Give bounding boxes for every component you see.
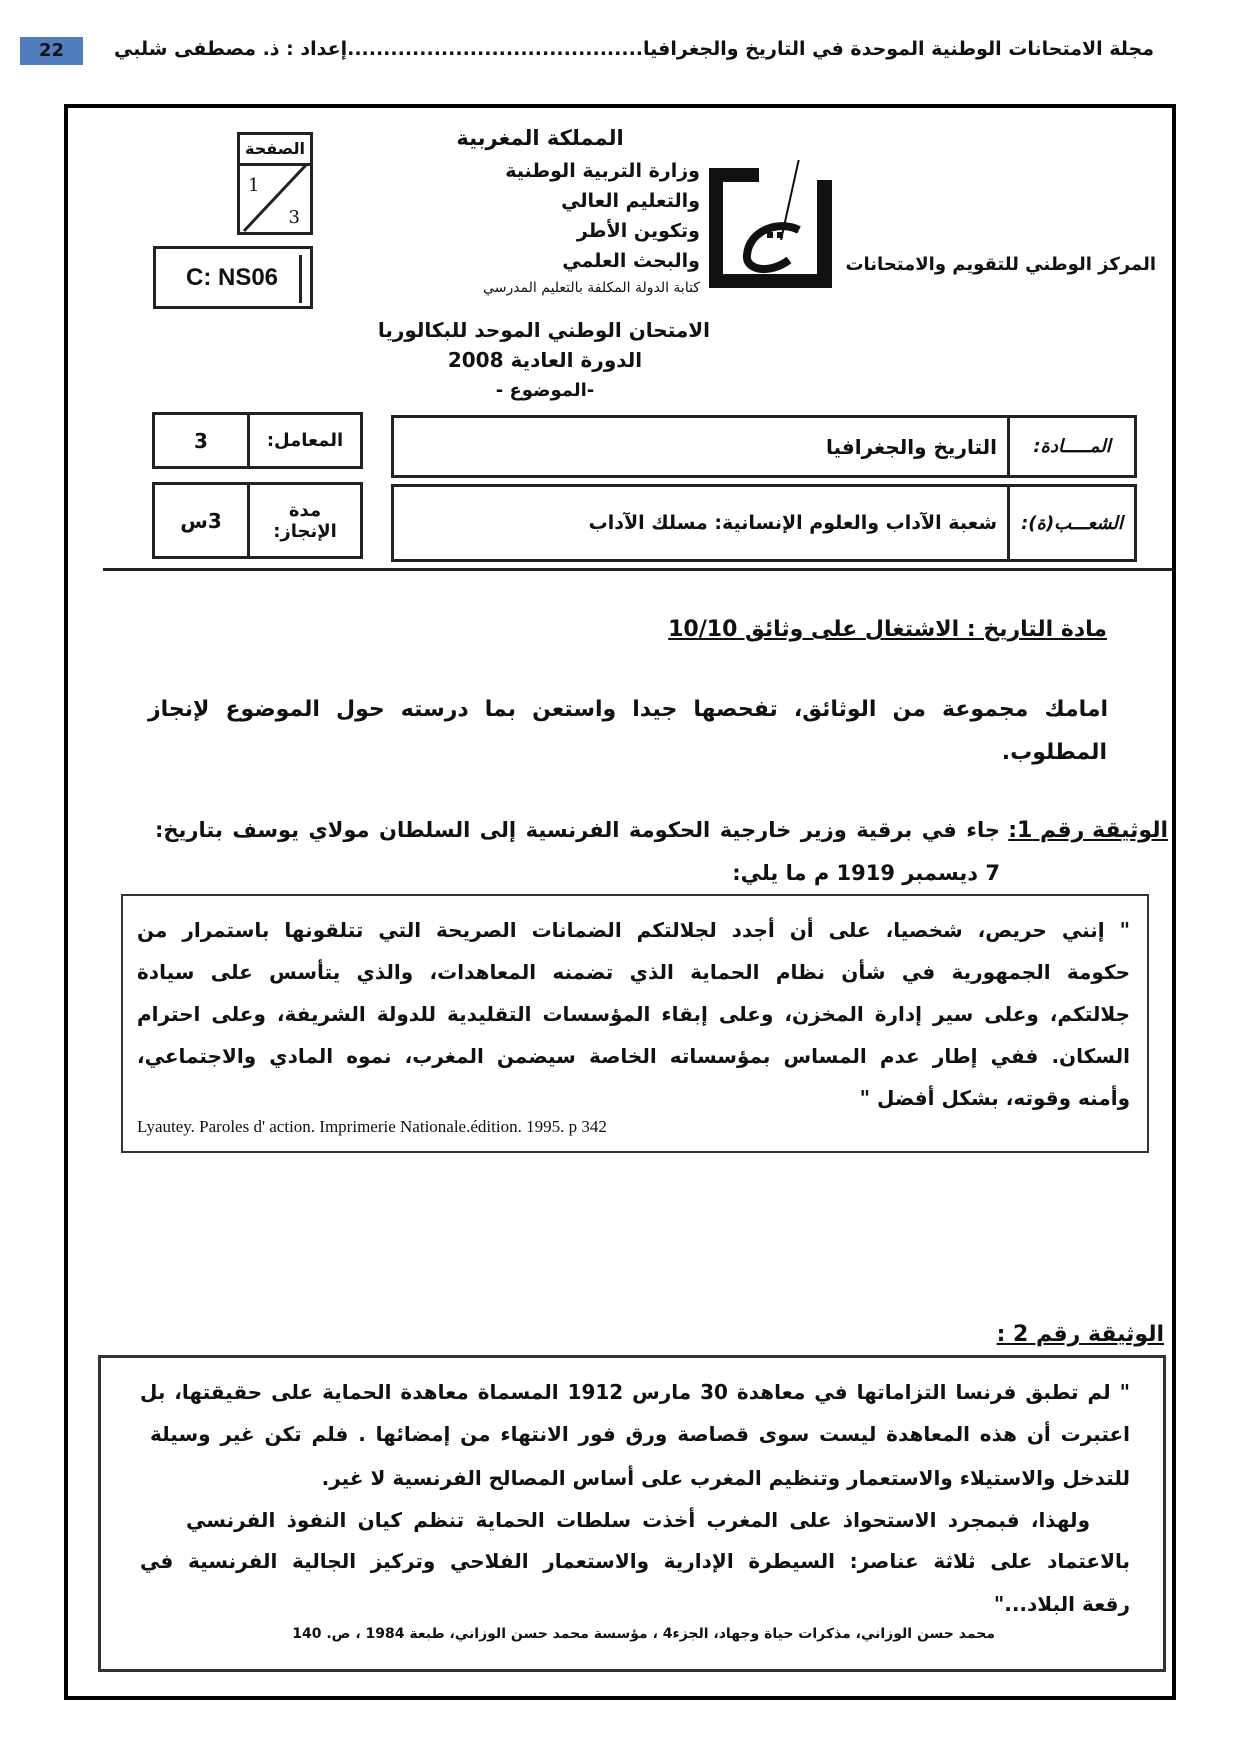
exam-title: الامتحان الوطني الموحد للبكالوريا	[377, 318, 710, 342]
duration-value: 3س	[155, 485, 250, 556]
coefficient-table	[152, 412, 363, 469]
duration-table	[152, 482, 363, 559]
instruction-line: امامك مجموعة من الوثائق، تفحصها جيدا واستعن بما درسته حول الموضوع لإنجاز	[148, 697, 1108, 722]
doc2-line: بالاعتماد على ثلاثة عناصر: السيطرة الإدارية والاستعمار الفلاحي وتركيز الجالية الفرنسية في	[140, 1549, 1130, 1573]
page-label: الصفحة	[240, 135, 310, 166]
national-center-logo	[709, 160, 832, 288]
subject-table	[391, 415, 1137, 478]
duration-label: مدة	[288, 499, 322, 521]
doc2-line: رقعة البلاد..."	[993, 1592, 1130, 1616]
branch-value: شعبة الآداب والعلوم الإنسانية: مسلك الآداب	[588, 512, 997, 534]
subject-label: المـــــادة:	[1007, 418, 1134, 475]
doc2-heading: الوثيقة رقم 2 :	[996, 1322, 1164, 1347]
doc1-line: السكان. ففي إطار عدم المساس بمؤسساته الخاصة سيضمن المغرب، نموه المادي والاجتماعي،	[137, 1044, 1130, 1068]
national-center-name: المركز الوطني للتقويم والامتحانات	[845, 254, 1156, 275]
ministry-line: والبحث العلمي	[562, 250, 700, 272]
instruction-line: المطلوب.	[1001, 740, 1107, 765]
running-header: مجلة الامتحانات الوطنية الموحدة في التاريخ والجغرافيا.........................................إعداد : ذ. مصطفى شلبي	[114, 38, 1154, 60]
doc2-line: اعتبرت أن هذه المعاهدة ليست سوى قصاصة ورق فور الانتهاء من إمضائها . فلم تكن غير وسيلة	[150, 1422, 1130, 1446]
ministry-line: المملكة المغربية	[456, 126, 624, 150]
subject-value: التاريخ والجغرافيا	[825, 434, 997, 459]
doc2-line: للتدخل والاستيلاء والاستعمار وتنظيم المغرب على أساس المصالح الفرنسية لا غير.	[321, 1466, 1130, 1490]
page-number-badge: 22	[20, 37, 83, 65]
exam-subject-label: -الموضوع -	[495, 380, 595, 401]
ministry-line: وزارة التربية الوطنية	[505, 160, 700, 182]
doc1-line: جلالتكم، وعلى سير إدارة المخزن، وعلى إبقاء المؤسسات التقليدية للدولة الشريفة، وعلى احترام	[137, 1002, 1130, 1026]
doc2-line: ولهذا، فبمجرد الاستحواذ على المغرب أخذت سلطات الحماية تنظم كيان النفوذ الفرنسي	[186, 1508, 1090, 1532]
doc1-line: حكومة الجمهورية في شأن نظام الحماية الذي تضمنه المعاهدات، والذي يتأسس على سيادة	[137, 960, 1130, 984]
coefficient-label: المعامل:	[266, 430, 344, 451]
doc1-source: Lyautey. Paroles d' action. Imprimerie Nationale.édition. 1995. p 342	[137, 1117, 607, 1136]
doc2-source: محمد حسن الوزاني، مذكرات حياة وجهاد، الجزء4 ، مؤسسة محمد حسن الوزاني، طبعة 1984 ، ص. 140	[292, 1626, 995, 1642]
page-count-box	[237, 132, 313, 235]
exam-session: الدورة العادية 2008	[447, 348, 643, 372]
doc1-line: " إنني حريص، شخصيا، على أن أجدد لجلالتكم الضمانات الصريحة التي تتلقونها باستمرار من	[137, 918, 1130, 942]
doc1-intro: 7 ديسمبر 1919 م ما يلي:	[732, 861, 1000, 885]
doc1-intro: جاء في برقية وزير خارجية الحكومة الفرنسية إلى السلطان مولاي يوسف بتاريخ:	[155, 818, 1000, 842]
exam-code: C: NS06	[153, 246, 313, 309]
page-total: 3	[288, 207, 300, 228]
ministry-line: كتابة الدولة المكلفة بالتعليم المدرسي	[483, 280, 700, 296]
ministry-line: وتكوين الأطر	[576, 220, 700, 242]
doc1-line: وأمنه وقوته، بشكل أفضل "	[859, 1086, 1130, 1110]
doc2-line: " لم تطبق فرنسا التزاماتها في معاهدة 30 مارس 1912 المسماة معاهدة الحماية على حقيقتها، بل	[140, 1380, 1131, 1404]
ministry-line: والتعليم العالي	[561, 190, 700, 212]
doc1-heading: الوثيقة رقم 1:	[1008, 818, 1168, 843]
branch-label: الشعـــب(ة):	[1007, 487, 1134, 559]
branch-table	[391, 484, 1137, 562]
divider	[103, 568, 1173, 571]
duration-label: الإنجاز:	[273, 520, 337, 542]
section-title: مادة التاريخ : الاشتغال على وثائق 10/10	[668, 617, 1107, 642]
page-current: 1	[248, 175, 260, 196]
coefficient-value: 3	[155, 415, 250, 466]
